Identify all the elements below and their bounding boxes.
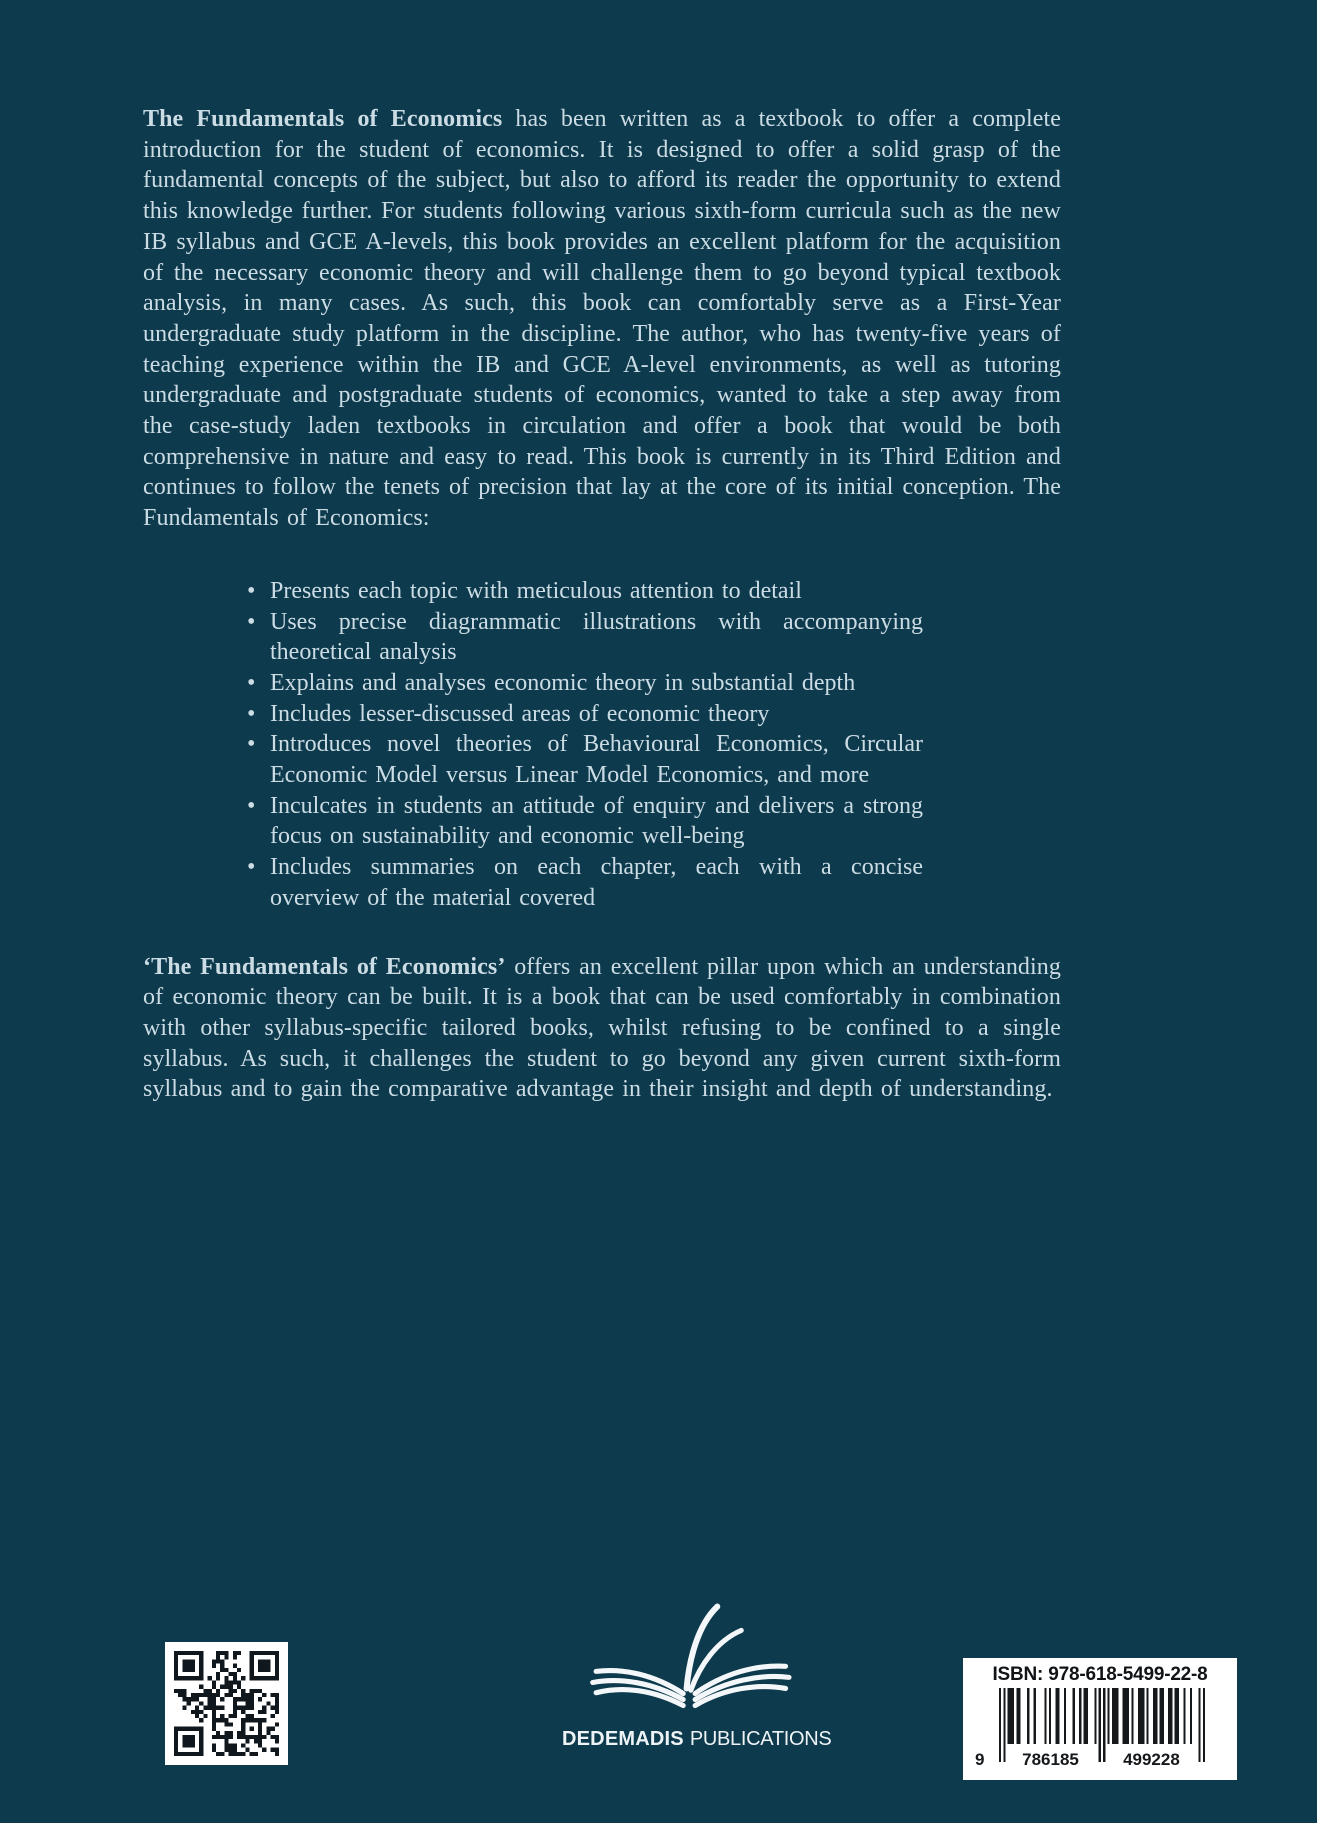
isbn-label-prefix: ISBN: — [992, 1664, 1044, 1685]
isbn-number: 978-618-5499-22-8 — [1048, 1664, 1208, 1685]
open-book-icon — [574, 1598, 806, 1726]
barcode — [975, 1688, 1205, 1776]
publisher-logo — [562, 1598, 832, 1751]
publisher-name-bold: DEDEMADIS — [562, 1728, 684, 1750]
list-item: • Presents each topic with meticulous attention to detail — [247, 576, 923, 607]
isbn-box — [963, 1658, 1237, 1780]
qr-code — [165, 1642, 288, 1765]
barcode-digits-group1: 786185 — [1022, 1750, 1079, 1769]
outro-lead-bold: ‘The Fundamentals of Economics’ — [143, 953, 506, 980]
qr-code-icon — [174, 1651, 279, 1756]
isbn-label — [963, 1664, 1237, 1686]
list-item: • Explains and analyses economic theory in substantial depth — [247, 668, 923, 699]
intro-paragraph — [143, 0, 1061, 534]
outro-paragraph — [143, 952, 1061, 1106]
publisher-name-light: PUBLICATIONS — [689, 1728, 832, 1750]
publisher-name — [562, 1728, 832, 1751]
list-item: • Uses precise diagrammatic illustrations with accompanying theoretical analysis — [247, 607, 923, 668]
list-item: • Includes summaries on each chapter, each with a concise overview of the material covered — [247, 852, 923, 913]
intro-lead-bold: The Fundamentals of Economics — [143, 106, 503, 132]
feature-bullet-list — [247, 576, 923, 914]
intro-body-text: has been written as a textbook to offer a complete introduction for the student of economics. It is designed to offer a solid grasp of the fundamental concepts of the subject, but also to afford its reader the opportunity to extend this knowledge further. For students following various sixth-form curricula such as the new IB syllabus and GCE A-levels, this book provides an excellent platform for the acquisition of the necessary economic theory and will challenge them to go beyond typical textbook analysis, in many cases. As such, this book can comfortably serve as a First-Year undergraduate study platform in the discipline. The author, who has twenty-five years of teaching experience within the IB and GCE A-level environments, as well as tutoring undergraduate and postgraduate students of economics, wanted to take a step away from the case-study laden textbooks in circulation and offer a book that would be both comprehensive in nature and easy to read. This book is currently in its Third Edition and continues to follow the tenets of precision that lay at the core of its initial conception. The Fundamentals of Economics: — [143, 106, 1061, 532]
text-column — [143, 0, 1061, 1105]
list-item: • Inculcates in students an attitude of enquiry and delivers a strong focus on sustainability and economic well-being — [247, 791, 923, 852]
barcode-digits-group2: 499228 — [1123, 1750, 1180, 1769]
list-item: • Includes lesser-discussed areas of economic theory — [247, 699, 923, 730]
list-item: • Introduces novel theories of Behavioural Economics, Circular Economic Model versus Linear Model Economics, and more — [247, 729, 923, 790]
outro-body-text: offers an excellent pillar upon which an understanding of economic theory can be built. It is a book that can be used comfortably in combination with other syllabus-specific tailored books, whilst refusing to be confined to a single syllabus. As such, it challenges the student to go beyond any given current sixth-form syllabus and to gain the comparative advantage in their insight and depth of understanding. — [143, 953, 1061, 1103]
barcode-digit-left: 9 — [975, 1750, 985, 1769]
